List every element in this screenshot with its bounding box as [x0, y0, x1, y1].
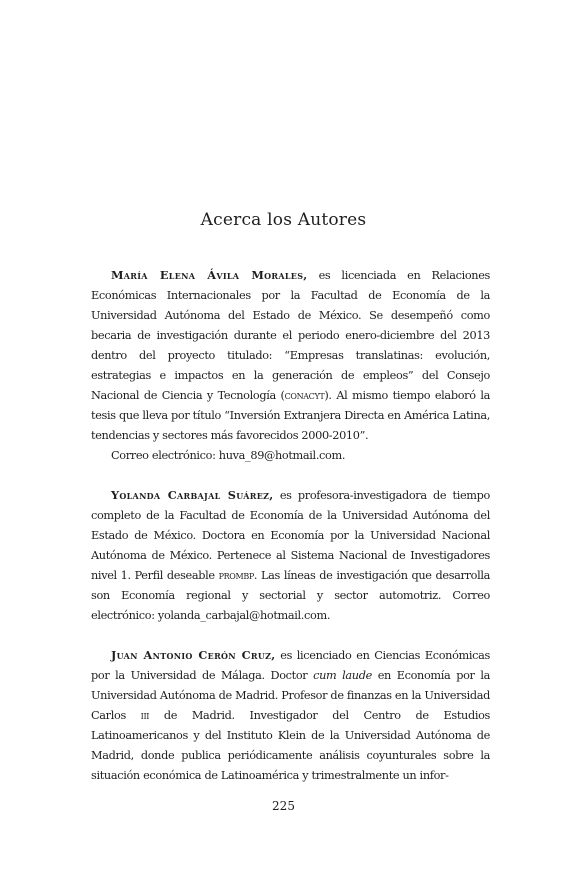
- author-bio-cont: . Las líneas de investigación que desarrolla son Economía regional y sectorial y sector automotriz. Correo electrónico: yolanda_carbajal@hotmail.com.: [91, 569, 490, 622]
- section-title: Acerca los Autores: [200, 210, 367, 230]
- author-entry: [91, 265, 490, 446]
- author-name: María Elena Ávila Morales,: [111, 268, 308, 282]
- author-bio: es licenciado en Ciencias Económicas por la Universidad de Málaga. Doctor: [91, 649, 490, 682]
- author-email: Correo electrónico: huva_89@hotmail.com.: [111, 449, 346, 462]
- acronym: conacyt: [284, 389, 325, 402]
- author-name: Yolanda Carbajal Suárez,: [111, 488, 274, 502]
- author-bio: es licenciada en Relaciones Económicas Internacionales por la Facultad de Economía de la Universidad Autónoma del Estado de México. Se desempeñó como becaria de investigación durante el periodo enero-diciembre del 2013 dentro del proyecto titulado: “Empresas translatinas: evolución, estrategias e impactos en la generación de empleos” del Consejo Nacional de Ciencia y Tecnología (: [91, 269, 491, 402]
- authors-section: [91, 265, 490, 786]
- page-number: 225: [272, 799, 295, 813]
- author-bio-cont: en Economía por la Universidad Autónoma de Madrid. Profesor de finanzas en la Universidad Carlos: [91, 669, 491, 722]
- author-bio: es profesora-investigadora de tiempo completo de la Facultad de Economía de la Universidad Autónoma del Estado de México. Doctora en Economía por la Universidad Nacional Autónoma de México. Pertenece al Sistema Nacional de Investigadores nivel 1. Perfil deseable: [91, 489, 490, 582]
- italic-phrase: cum laude: [313, 669, 372, 682]
- acronym: prombp: [218, 569, 254, 582]
- author-entry: [91, 485, 490, 626]
- author-name: Juan Antonio Cerón Cruz,: [111, 648, 276, 662]
- roman-numeral: iii: [140, 709, 150, 722]
- author-entry: [91, 645, 490, 786]
- author-bio-end: de Madrid. Investigador del Centro de Estudios Latinoamericanos y del Instituto Klein de la Universidad Autónoma de Madrid, donde publica periódicamente análisis coyunturales sobre la situación económica de Latinoamérica y trimestralmente un infor-: [91, 709, 490, 782]
- author-bio-cont: ). Al mismo tiempo elaboró la tesis que lleva por título “Inversión Extranjera Directa en América Latina, tendencias y sectores más favorecidos 2000-2010”.: [91, 389, 490, 442]
